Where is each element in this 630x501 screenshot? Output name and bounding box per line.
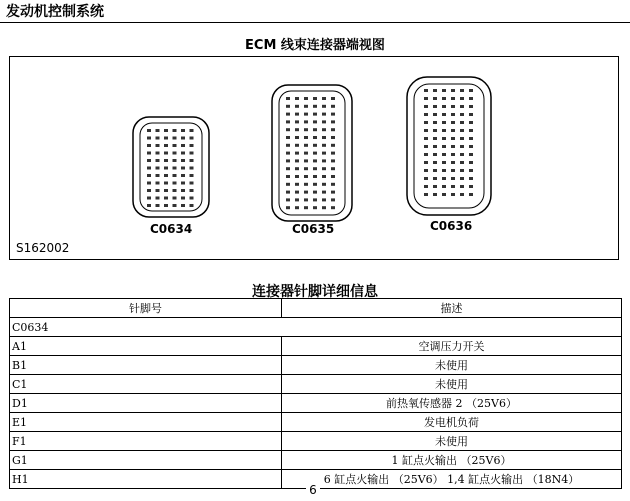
column-header-description: 描述 (282, 299, 622, 318)
connector-pin (331, 167, 335, 170)
table-row (10, 451, 622, 470)
connector-pin (331, 97, 335, 100)
description-cell: 1 缸点火输出 （25V6） (282, 451, 622, 470)
connector-pin (286, 183, 290, 186)
connector-pin (164, 159, 168, 162)
connector-pin (322, 191, 326, 194)
connector-pin (313, 97, 317, 100)
connector-pin (442, 89, 446, 92)
connector-pin (331, 144, 335, 147)
connector-pin (433, 177, 437, 180)
connector-pin (304, 191, 308, 194)
connector-pin (433, 193, 437, 196)
connector-pin (322, 167, 326, 170)
connector-pin (190, 129, 194, 132)
connector-label-c0635: C0635 (292, 222, 335, 236)
connector-pin (295, 120, 299, 123)
connector-pin (286, 120, 290, 123)
connector-pin (164, 129, 168, 132)
connector-pin (181, 182, 185, 185)
connector-pin (331, 175, 335, 178)
description-cell: 未使用 (282, 356, 622, 375)
connector-pin (460, 105, 464, 108)
connector-pin (469, 169, 473, 172)
connector-pin (424, 121, 428, 124)
connector-pin (433, 113, 437, 116)
pin-cell: G1 (10, 451, 282, 470)
connector-pin (147, 137, 151, 140)
connector-pin (451, 97, 455, 100)
connector-pin (295, 152, 299, 155)
connector-pin (451, 177, 455, 180)
connector-pin (469, 89, 473, 92)
connector-pin (331, 159, 335, 162)
connector-pin (181, 174, 185, 177)
connector-pin (424, 89, 428, 92)
connector-pin (164, 167, 168, 170)
connector-pin (304, 144, 308, 147)
connector-pin (322, 120, 326, 123)
connector-pin (156, 189, 160, 192)
connector-pin (173, 159, 177, 162)
connector-pin (313, 159, 317, 162)
connector-pin (147, 174, 151, 177)
connector-pin (286, 167, 290, 170)
connector-pin (331, 136, 335, 139)
connector-pin (424, 185, 428, 188)
connector-pin (190, 189, 194, 192)
connector-pin (469, 105, 473, 108)
connector-pin (295, 167, 299, 170)
connector-pin (469, 177, 473, 180)
connector-pin (442, 193, 446, 196)
connector-pin (164, 189, 168, 192)
connector-pin (286, 159, 290, 162)
connector-pin (460, 129, 464, 132)
connector-pin (331, 198, 335, 201)
connector-pin (469, 185, 473, 188)
connector-pin (156, 167, 160, 170)
connector-pin (304, 113, 308, 116)
connector-pin (442, 185, 446, 188)
connector-pin (295, 191, 299, 194)
connector-pin (460, 97, 464, 100)
diagram-code: S162002 (16, 241, 70, 255)
connector-pin (173, 152, 177, 155)
connector-pin (451, 105, 455, 108)
connector-pin (460, 145, 464, 148)
connector-pin (147, 182, 151, 185)
table-row (10, 375, 622, 394)
connector-pin (460, 161, 464, 164)
connector-pin (181, 167, 185, 170)
connector-pin (147, 129, 151, 132)
connector-pin (190, 197, 194, 200)
connector-pin (469, 145, 473, 148)
connector-pin (322, 206, 326, 209)
connector-pin (442, 137, 446, 140)
connector-pin (331, 152, 335, 155)
connector-pin (295, 206, 299, 209)
connector-pin (424, 137, 428, 140)
connector-pin (313, 105, 317, 108)
table-header-row (10, 299, 622, 318)
table-row (10, 337, 622, 356)
description-cell: 前热氧传感器 2 （25V6） (282, 394, 622, 413)
connector-pin (322, 152, 326, 155)
connector-pin (442, 177, 446, 180)
connector-pin (451, 153, 455, 156)
connector-pin (322, 136, 326, 139)
connector-pin (451, 145, 455, 148)
connector-pin (460, 137, 464, 140)
column-header-pin: 针脚号 (10, 299, 282, 318)
connector-pin (147, 167, 151, 170)
connector-pin (304, 167, 308, 170)
connector-pin (295, 136, 299, 139)
connector-pin (433, 121, 437, 124)
connector-pin (304, 136, 308, 139)
connector-pin (173, 189, 177, 192)
connector-pin (433, 185, 437, 188)
connector-pin (442, 161, 446, 164)
connector-pin (156, 137, 160, 140)
connector-pin (442, 97, 446, 100)
connector-pin (286, 198, 290, 201)
connector-pin (190, 174, 194, 177)
connector-pin (295, 128, 299, 131)
header-divider (0, 22, 630, 23)
table-row (10, 413, 622, 432)
connector-pin (313, 113, 317, 116)
connector-pin (442, 169, 446, 172)
connector-pin (181, 204, 185, 207)
connector-pin (442, 145, 446, 148)
table-row (10, 432, 622, 451)
connector-pin (433, 161, 437, 164)
connector-pin (469, 97, 473, 100)
connector-pin (460, 153, 464, 156)
pin-cell: F1 (10, 432, 282, 451)
connector-pin (433, 129, 437, 132)
connector-pin (460, 121, 464, 124)
connector-pin (173, 129, 177, 132)
connector-pin (181, 137, 185, 140)
connector-pin (442, 105, 446, 108)
connector-c0634-shape (133, 117, 209, 217)
connector-pin (147, 159, 151, 162)
connector-pin (424, 161, 428, 164)
connector-pin (469, 113, 473, 116)
connector-pin (433, 97, 437, 100)
description-cell: 未使用 (282, 432, 622, 451)
connector-pin (181, 152, 185, 155)
pin-cell: C1 (10, 375, 282, 394)
connector-pin (190, 159, 194, 162)
connector-pin (433, 153, 437, 156)
connector-pin (433, 137, 437, 140)
connector-pin (147, 152, 151, 155)
table-row (10, 394, 622, 413)
connector-pin (451, 121, 455, 124)
connector-pin (304, 198, 308, 201)
connector-pin (173, 174, 177, 177)
connector-pin (424, 153, 428, 156)
connector-pin (295, 97, 299, 100)
connector-pin (286, 128, 290, 131)
connector-pin (147, 204, 151, 207)
connector-pin (460, 113, 464, 116)
connector-pin (181, 144, 185, 147)
connector-pin (295, 144, 299, 147)
connector-pin (451, 185, 455, 188)
connector-pin (331, 191, 335, 194)
connector-pin (164, 137, 168, 140)
connector-pin (164, 152, 168, 155)
connector-pin (295, 198, 299, 201)
connector-pin (173, 182, 177, 185)
diagram-title: ECM 线束连接器端视图 (245, 38, 385, 53)
connector-pin (313, 136, 317, 139)
connector-pin (313, 120, 317, 123)
connector-pin (322, 97, 326, 100)
connector-pin (304, 183, 308, 186)
connector-pin (190, 167, 194, 170)
pin-cell: A1 (10, 337, 282, 356)
connector-pin (295, 175, 299, 178)
connector-pin (451, 193, 455, 196)
connector-pin (460, 89, 464, 92)
connector-pin (286, 136, 290, 139)
connector-pin (156, 197, 160, 200)
connector-pin (322, 198, 326, 201)
connector-pin (451, 89, 455, 92)
connector-pin (433, 169, 437, 172)
connector-pin (156, 182, 160, 185)
connector-pin (181, 189, 185, 192)
connector-pin (164, 144, 168, 147)
connector-pin (304, 128, 308, 131)
connector-label-c0636: C0636 (430, 219, 473, 233)
description-cell: 空调压力开关 (282, 337, 622, 356)
connector-pin (190, 204, 194, 207)
connector-pin (295, 105, 299, 108)
description-cell: 发电机负荷 (282, 413, 622, 432)
connector-pin (295, 159, 299, 162)
connector-pin (295, 183, 299, 186)
connector-pin (304, 159, 308, 162)
connector-pin (181, 197, 185, 200)
connector-pin (313, 183, 317, 186)
connector-pin (451, 169, 455, 172)
connector-pin (451, 161, 455, 164)
description-cell: 未使用 (282, 375, 622, 394)
connector-pin (331, 105, 335, 108)
connector-pin (190, 137, 194, 140)
connector-pin (313, 198, 317, 201)
connector-pin (451, 129, 455, 132)
connector-pin (469, 129, 473, 132)
connector-pin (304, 120, 308, 123)
connector-pin (331, 113, 335, 116)
connector-pin (331, 120, 335, 123)
pin-table (9, 298, 622, 489)
connector-pin (442, 129, 446, 132)
connector-pin (331, 183, 335, 186)
connector-pin (147, 144, 151, 147)
connector-pin (442, 153, 446, 156)
connector-pin (173, 204, 177, 207)
connector-pin (286, 206, 290, 209)
connector-pin (442, 121, 446, 124)
connector-pin (433, 145, 437, 148)
connector-pin (322, 175, 326, 178)
connector-pin (156, 144, 160, 147)
connector-pin (433, 89, 437, 92)
connector-pin (156, 159, 160, 162)
connector-pin (286, 175, 290, 178)
connector-pin (286, 191, 290, 194)
group-label: C0634 (10, 318, 622, 337)
pin-cell: E1 (10, 413, 282, 432)
connector-pin (286, 152, 290, 155)
connector-pin (424, 97, 428, 100)
connector-pin (313, 152, 317, 155)
page-header-title: 发动机控制系统 (6, 4, 104, 20)
connector-pin (147, 197, 151, 200)
connector-pin (173, 197, 177, 200)
connector-pin (460, 169, 464, 172)
connector-pin (322, 105, 326, 108)
connector-pin (313, 191, 317, 194)
connector-diagram (9, 56, 619, 260)
connector-pin (424, 129, 428, 132)
connector-pin (304, 105, 308, 108)
connector-pin (286, 113, 290, 116)
connector-pin (424, 113, 428, 116)
connector-pin (173, 167, 177, 170)
connector-pin (433, 105, 437, 108)
connector-pin (469, 121, 473, 124)
pin-cell: B1 (10, 356, 282, 375)
connector-pin (164, 182, 168, 185)
connector-pin (156, 174, 160, 177)
connector-pin (147, 189, 151, 192)
connector-pin (469, 193, 473, 196)
pin-cell: D1 (10, 394, 282, 413)
page-number: 6 (306, 480, 320, 500)
connector-pin (164, 197, 168, 200)
connector-pin (460, 177, 464, 180)
connector-pin (322, 144, 326, 147)
connector-pin (304, 175, 308, 178)
connector-pin (313, 206, 317, 209)
connector-label-c0634: C0634 (150, 222, 193, 236)
connector-pin (313, 144, 317, 147)
group-row (10, 318, 622, 337)
connector-pin (313, 128, 317, 131)
connector-pin (286, 105, 290, 108)
connector-pin (424, 169, 428, 172)
connector-pin (304, 97, 308, 100)
connector-pin (190, 144, 194, 147)
connector-pin (164, 204, 168, 207)
connector-pin (304, 152, 308, 155)
connector-c0636-shape (407, 77, 491, 215)
connector-pin (322, 113, 326, 116)
connector-pin (313, 167, 317, 170)
connector-pin (469, 161, 473, 164)
connector-pin (164, 174, 168, 177)
connector-pin (181, 129, 185, 132)
connector-pin (424, 145, 428, 148)
connector-pin (331, 128, 335, 131)
connector-pin (173, 137, 177, 140)
connector-pin (469, 137, 473, 140)
connector-pin (442, 113, 446, 116)
connector-pin (451, 113, 455, 116)
connector-pin (295, 113, 299, 116)
connector-pin (156, 129, 160, 132)
connector-pin (173, 144, 177, 147)
connector-pin (156, 204, 160, 207)
pin-cell: H1 (10, 470, 282, 489)
connector-pin (424, 193, 428, 196)
connector-pin (304, 206, 308, 209)
connector-pin (322, 128, 326, 131)
connector-pin (469, 153, 473, 156)
connector-pin (190, 182, 194, 185)
connector-pin (460, 193, 464, 196)
connector-pin (181, 159, 185, 162)
table-row (10, 356, 622, 375)
connector-pin (424, 177, 428, 180)
table-title: 连接器针脚详细信息 (252, 284, 378, 300)
connector-pin (331, 206, 335, 209)
connector-pin (460, 185, 464, 188)
connector-pin (322, 159, 326, 162)
connector-pin (286, 97, 290, 100)
connector-pin (156, 152, 160, 155)
connector-pin (424, 105, 428, 108)
connector-pin (322, 183, 326, 186)
description-cell: 6 缸点火输出 （25V6） 1,4 缸点火输出 （18N4） (282, 470, 622, 489)
connector-pin (313, 175, 317, 178)
connector-pin (190, 152, 194, 155)
connector-c0635-shape (272, 85, 352, 221)
connector-pin (286, 144, 290, 147)
connector-pin (451, 137, 455, 140)
